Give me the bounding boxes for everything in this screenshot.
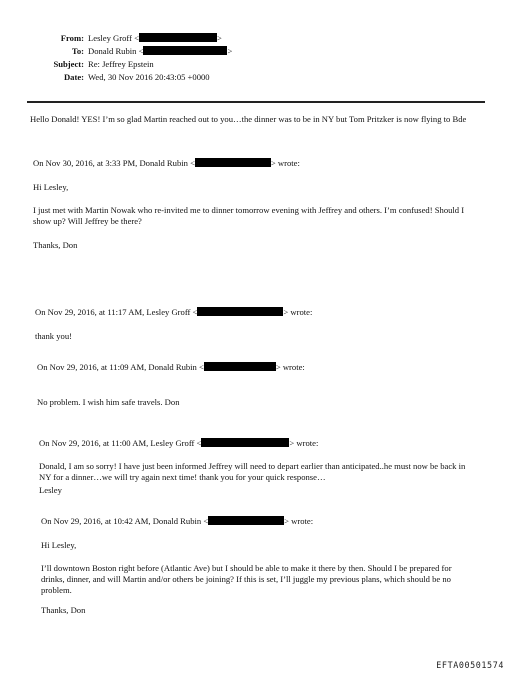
date-label: Date: [63,72,84,82]
close-bracket: > [216,33,222,43]
attribution-text: On Nov 29, 2016, at 11:09 AM, Donald Rubin < [37,362,204,372]
quote-signoff: Lesley [39,485,62,495]
quote-body: Donald, I am so sorry! I have just been informed Jeffrey will need to depart earlier than anticipated..he must now be back in NY for a dinner…we will try again next time! thank you for your quick response… [39,461,466,482]
attribution-text: On Nov 29, 2016, at 10:42 AM, Donald Rubin < [41,516,209,526]
attribution-text: On Nov 30, 2016, at 3:33 PM, Donald Rubin < [33,158,195,168]
date-value: Wed, 30 Nov 2016 20:43:05 +0000 [88,72,210,82]
quote-greeting: Hi Lesley, [41,540,77,550]
wrote-text: > wrote: [289,438,319,448]
quote-body: No problem. I wish him safe travels. Don [37,397,180,407]
subject-value: Re: Jeffrey Epstein [88,59,154,69]
bates-number: EFTA00501574 [436,660,504,670]
wrote-text: > wrote: [275,362,305,372]
quote-body: thank you! [35,331,72,341]
attribution-text: On Nov 29, 2016, at 11:00 AM, Lesley Groff < [39,438,202,448]
quote-attribution [37,362,305,373]
to-value: Donald Rubin < [88,46,144,56]
subject-label: Subject: [53,59,84,69]
redaction-bar [195,158,271,167]
close-bracket: > [227,46,233,56]
header-divider [27,101,485,103]
quote-attribution [33,158,300,169]
quote-body: I just met with Martin Nowak who re-invited me to dinner tomorrow evening with Jeffrey and others. I’m confused! Should I show up? Will Jeffrey be there? [33,205,465,226]
redaction-bar [197,307,283,316]
quote-attribution [41,516,313,527]
from-label: From: [60,33,84,43]
quote-greeting: Hi Lesley, [33,182,69,192]
wrote-text: > wrote: [270,158,300,168]
wrote-text: > wrote: [284,516,314,526]
quote-attribution [39,438,318,449]
redaction-bar [201,438,289,447]
quote-attribution [35,307,312,318]
attribution-text: On Nov 29, 2016, at 11:17 AM, Lesley Groff < [35,307,198,317]
wrote-text: > wrote: [283,307,313,317]
quote-body: I’ll downtown Boston right before (Atlantic Ave) but I should be able to make it there by then. Should I be prepared for drinks, dinner, and will Martin and/or others be joining? If this is set, I’ll juggle my previous plans, which should be no problem. [41,563,452,595]
redaction-bar [208,516,284,525]
quote-signoff: Thanks, Don [33,240,78,250]
message-body: Hello Donald! YES! I’m so glad Martin reached out to you…the dinner was to be in NY but Tom Pritzker is now flying to Bde [30,114,467,124]
to-label: To: [71,46,84,56]
redaction-bar [143,46,227,55]
from-value: Lesley Groff < [88,33,139,43]
redaction-bar [204,362,276,371]
quote-signoff: Thanks, Don [41,605,86,615]
redaction-bar [139,33,217,42]
